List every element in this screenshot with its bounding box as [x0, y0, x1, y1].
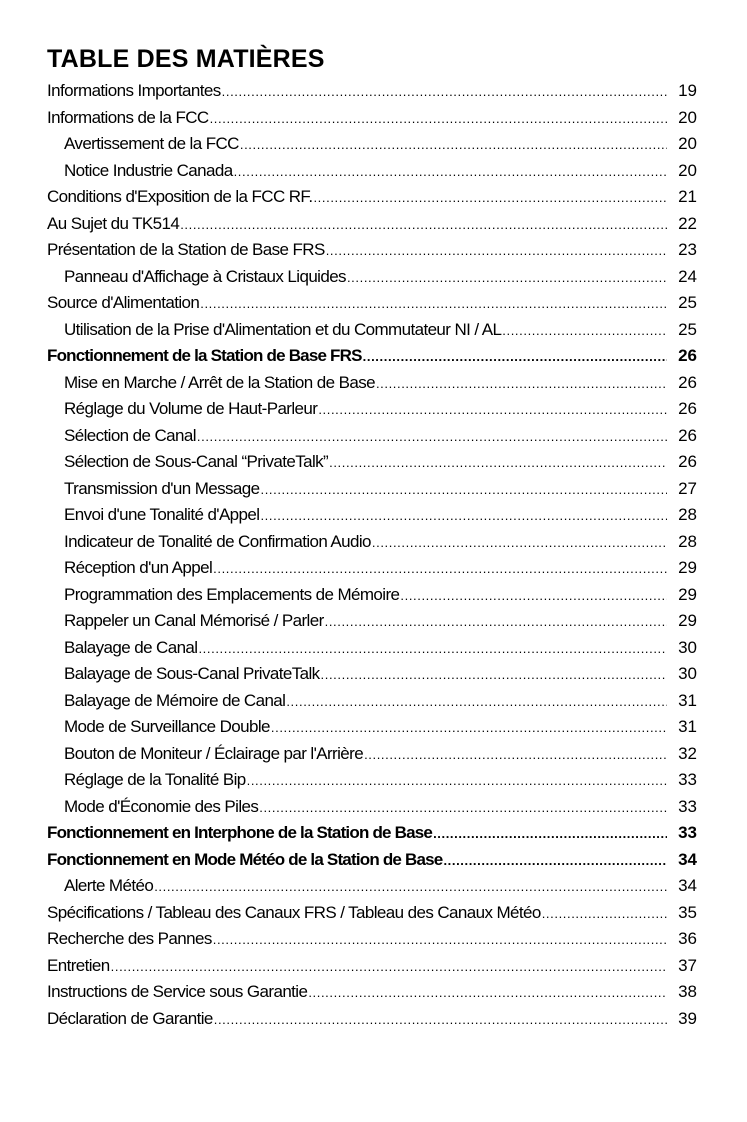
dot-leader — [308, 980, 667, 1006]
toc-entry — [47, 555, 697, 582]
toc-entry — [47, 661, 697, 688]
dot-leader — [271, 715, 667, 741]
toc-entry-label: Mode d'Économie des Piles — [64, 796, 259, 816]
toc-entry-label: Source d'Alimentation — [47, 293, 200, 312]
dot-leader — [198, 636, 667, 662]
toc-entry-page-number: 31 — [678, 717, 697, 736]
toc-entry-page-number: 38 — [678, 982, 697, 1001]
dot-leader — [376, 371, 667, 397]
dot-leader — [111, 954, 667, 980]
toc-entry — [47, 714, 697, 741]
dot-leader — [260, 503, 667, 529]
toc-entry — [47, 264, 697, 291]
toc-entry-page-number: 20 — [678, 134, 697, 153]
toc-entry-page-number: 31 — [678, 690, 697, 710]
toc-entry-page-number: 26 — [678, 372, 697, 392]
toc-entry-label: Balayage de Sous-Canal PrivateTalk — [64, 664, 320, 683]
toc-entry-page-number: 33 — [678, 796, 697, 816]
toc-entry-label: Rappeler un Canal Mémorisé / Parler — [64, 611, 324, 630]
toc-entry — [47, 502, 697, 529]
toc-entry — [47, 78, 697, 105]
toc-entry — [47, 847, 697, 874]
dot-leader — [213, 556, 667, 582]
dot-leader — [214, 1007, 667, 1033]
dot-leader — [210, 106, 667, 132]
dot-leader — [329, 450, 667, 476]
toc-entry — [47, 343, 697, 370]
dot-leader — [502, 318, 667, 344]
toc-entry-page-number: 26 — [678, 425, 697, 445]
dot-leader — [197, 424, 667, 450]
toc-entry — [47, 926, 697, 953]
toc-entry-label: Envoi d'une Tonalité d'Appel — [64, 505, 260, 524]
toc-entry-label: Fonctionnement en Interphone de la Station de Base — [47, 823, 433, 842]
dot-leader — [364, 742, 667, 768]
toc-entry-label: Spécifications / Tableau des Canaux FRS / Tableau des Canaux Météo — [47, 902, 541, 922]
dot-leader — [313, 185, 667, 211]
toc-entry-page-number: 24 — [678, 266, 697, 286]
toc-entry — [47, 635, 697, 662]
toc-entry — [47, 237, 697, 264]
toc-entry-label: Réglage du Volume de Haut-Parleur — [64, 399, 318, 418]
toc-entry-label: Déclaration de Garantie — [47, 1008, 213, 1028]
toc-entry-page-number: 35 — [678, 902, 697, 922]
toc-entry — [47, 1006, 697, 1033]
toc-entry-page-number: 34 — [678, 849, 697, 869]
toc-entry — [47, 131, 697, 158]
toc-entry — [47, 449, 697, 476]
dot-leader — [240, 132, 667, 158]
toc-entry-label: Fonctionnement de la Station de Base FRS — [47, 346, 362, 365]
toc-entry-page-number: 28 — [678, 505, 697, 524]
toc-entry-page-number: 26 — [678, 346, 697, 365]
toc-entry-label: Conditions d'Exposition de la FCC RF. — [47, 187, 313, 206]
toc-entry-page-number: 29 — [678, 584, 697, 604]
page-title: TABLE DES MATIÈRES — [47, 45, 325, 73]
dot-leader — [363, 344, 667, 370]
toc-entry-page-number: 39 — [678, 1008, 697, 1028]
dot-leader — [326, 238, 667, 264]
dot-leader — [200, 291, 667, 317]
toc-entry-label: Informations de la FCC — [47, 107, 209, 127]
toc-entry — [47, 317, 697, 344]
toc-entry — [47, 688, 697, 715]
toc-entry-page-number: 25 — [678, 293, 697, 312]
toc-entry-label: Programmation des Emplacements de Mémoire — [64, 584, 400, 604]
dot-leader — [400, 583, 667, 609]
toc-entry-label: Balayage de Mémoire de Canal — [64, 690, 286, 710]
toc-entry-page-number: 33 — [678, 823, 697, 842]
dot-leader — [259, 795, 667, 821]
toc-entry — [47, 900, 697, 927]
toc-entry — [47, 873, 697, 900]
toc-entry-label: Utilisation de la Prise d'Alimentation et du Commutateur NI / AL — [64, 319, 502, 339]
dot-leader — [325, 609, 667, 635]
toc-entry-label: Informations Importantes — [47, 81, 221, 100]
dot-leader — [372, 530, 667, 556]
toc-entry-page-number: 26 — [678, 452, 697, 471]
toc-entry — [47, 608, 697, 635]
toc-entry-page-number: 29 — [678, 558, 697, 577]
toc-entry-label: Panneau d'Affichage à Cristaux Liquides — [64, 266, 346, 286]
dot-leader — [318, 397, 667, 423]
toc-entry-page-number: 37 — [678, 955, 697, 975]
toc-entry — [47, 423, 697, 450]
dot-leader — [222, 79, 667, 105]
dot-leader — [433, 821, 667, 847]
toc-entry — [47, 105, 697, 132]
toc-entry-label: Réglage de la Tonalité Bip — [64, 770, 246, 789]
toc-entry — [47, 741, 697, 768]
toc-entry — [47, 582, 697, 609]
toc-entry — [47, 767, 697, 794]
toc-entry-page-number: 23 — [678, 240, 697, 259]
toc-entry-page-number: 19 — [678, 81, 697, 100]
toc-entry — [47, 979, 697, 1006]
toc-entry-page-number: 34 — [678, 876, 697, 895]
toc-entry-label: Recherche des Pannes — [47, 929, 212, 948]
toc-entry — [47, 820, 697, 847]
dot-leader — [234, 159, 667, 185]
toc-entry-label: Mode de Surveillance Double — [64, 717, 270, 736]
toc-entry-label: Mise en Marche / Arrêt de la Station de Base — [64, 372, 375, 392]
dot-leader — [286, 689, 667, 715]
toc-entry-page-number: 32 — [678, 743, 697, 763]
toc-entry — [47, 184, 697, 211]
toc-entry-page-number: 20 — [678, 107, 697, 127]
toc-entry-label: Sélection de Sous-Canal “PrivateTalk” — [64, 452, 329, 471]
toc-entry-page-number: 27 — [678, 478, 697, 498]
toc-entry — [47, 158, 697, 185]
toc-entry — [47, 476, 697, 503]
dot-leader — [443, 848, 667, 874]
toc-entry-label: Instructions de Service sous Garantie — [47, 982, 308, 1001]
toc-entry-page-number: 26 — [678, 399, 697, 418]
toc-list — [47, 78, 697, 1032]
toc-entry-label: Bouton de Moniteur / Éclairage par l'Arrière — [64, 743, 364, 763]
dot-leader — [247, 768, 667, 794]
toc-entry-page-number: 29 — [678, 611, 697, 630]
toc-entry — [47, 370, 697, 397]
toc-entry-label: Fonctionnement en Mode Météo de la Station de Base — [47, 849, 443, 869]
dot-leader — [154, 874, 667, 900]
toc-entry-page-number: 33 — [678, 770, 697, 789]
toc-entry-label: Avertissement de la FCC — [64, 134, 239, 153]
toc-entry-label: Réception d'un Appel — [64, 558, 213, 577]
toc-entry — [47, 290, 697, 317]
toc-entry-label: Indicateur de Tonalité de Confirmation Audio — [64, 531, 371, 551]
toc-entry-label: Balayage de Canal — [64, 637, 198, 657]
toc-entry — [47, 396, 697, 423]
toc-entry-page-number: 30 — [678, 637, 697, 657]
dot-leader — [347, 265, 667, 291]
toc-entry — [47, 953, 697, 980]
dot-leader — [180, 212, 667, 238]
toc-entry-label: Transmission d'un Message — [64, 478, 260, 498]
toc-entry-page-number: 28 — [678, 531, 697, 551]
toc-page — [47, 44, 697, 1032]
toc-entry-label: Présentation de la Station de Base FRS — [47, 240, 325, 259]
toc-entry-page-number: 36 — [678, 929, 697, 948]
toc-entry-page-number: 30 — [678, 664, 697, 683]
toc-entry-label: Au Sujet du TK514 — [47, 213, 180, 233]
dot-leader — [321, 662, 667, 688]
toc-entry-label: Sélection de Canal — [64, 425, 196, 445]
toc-entry-page-number: 25 — [678, 319, 697, 339]
toc-entry — [47, 794, 697, 821]
dot-leader — [260, 477, 667, 503]
toc-entry-label: Alerte Météo — [64, 876, 154, 895]
dot-leader — [213, 927, 667, 953]
toc-entry-page-number: 20 — [678, 160, 697, 180]
toc-entry-label: Notice Industrie Canada — [64, 160, 233, 180]
toc-entry-label: Entretien — [47, 955, 110, 975]
toc-entry — [47, 211, 697, 238]
toc-entry — [47, 529, 697, 556]
toc-entry-page-number: 21 — [678, 187, 697, 206]
dot-leader — [542, 901, 667, 927]
toc-entry-page-number: 22 — [678, 213, 697, 233]
